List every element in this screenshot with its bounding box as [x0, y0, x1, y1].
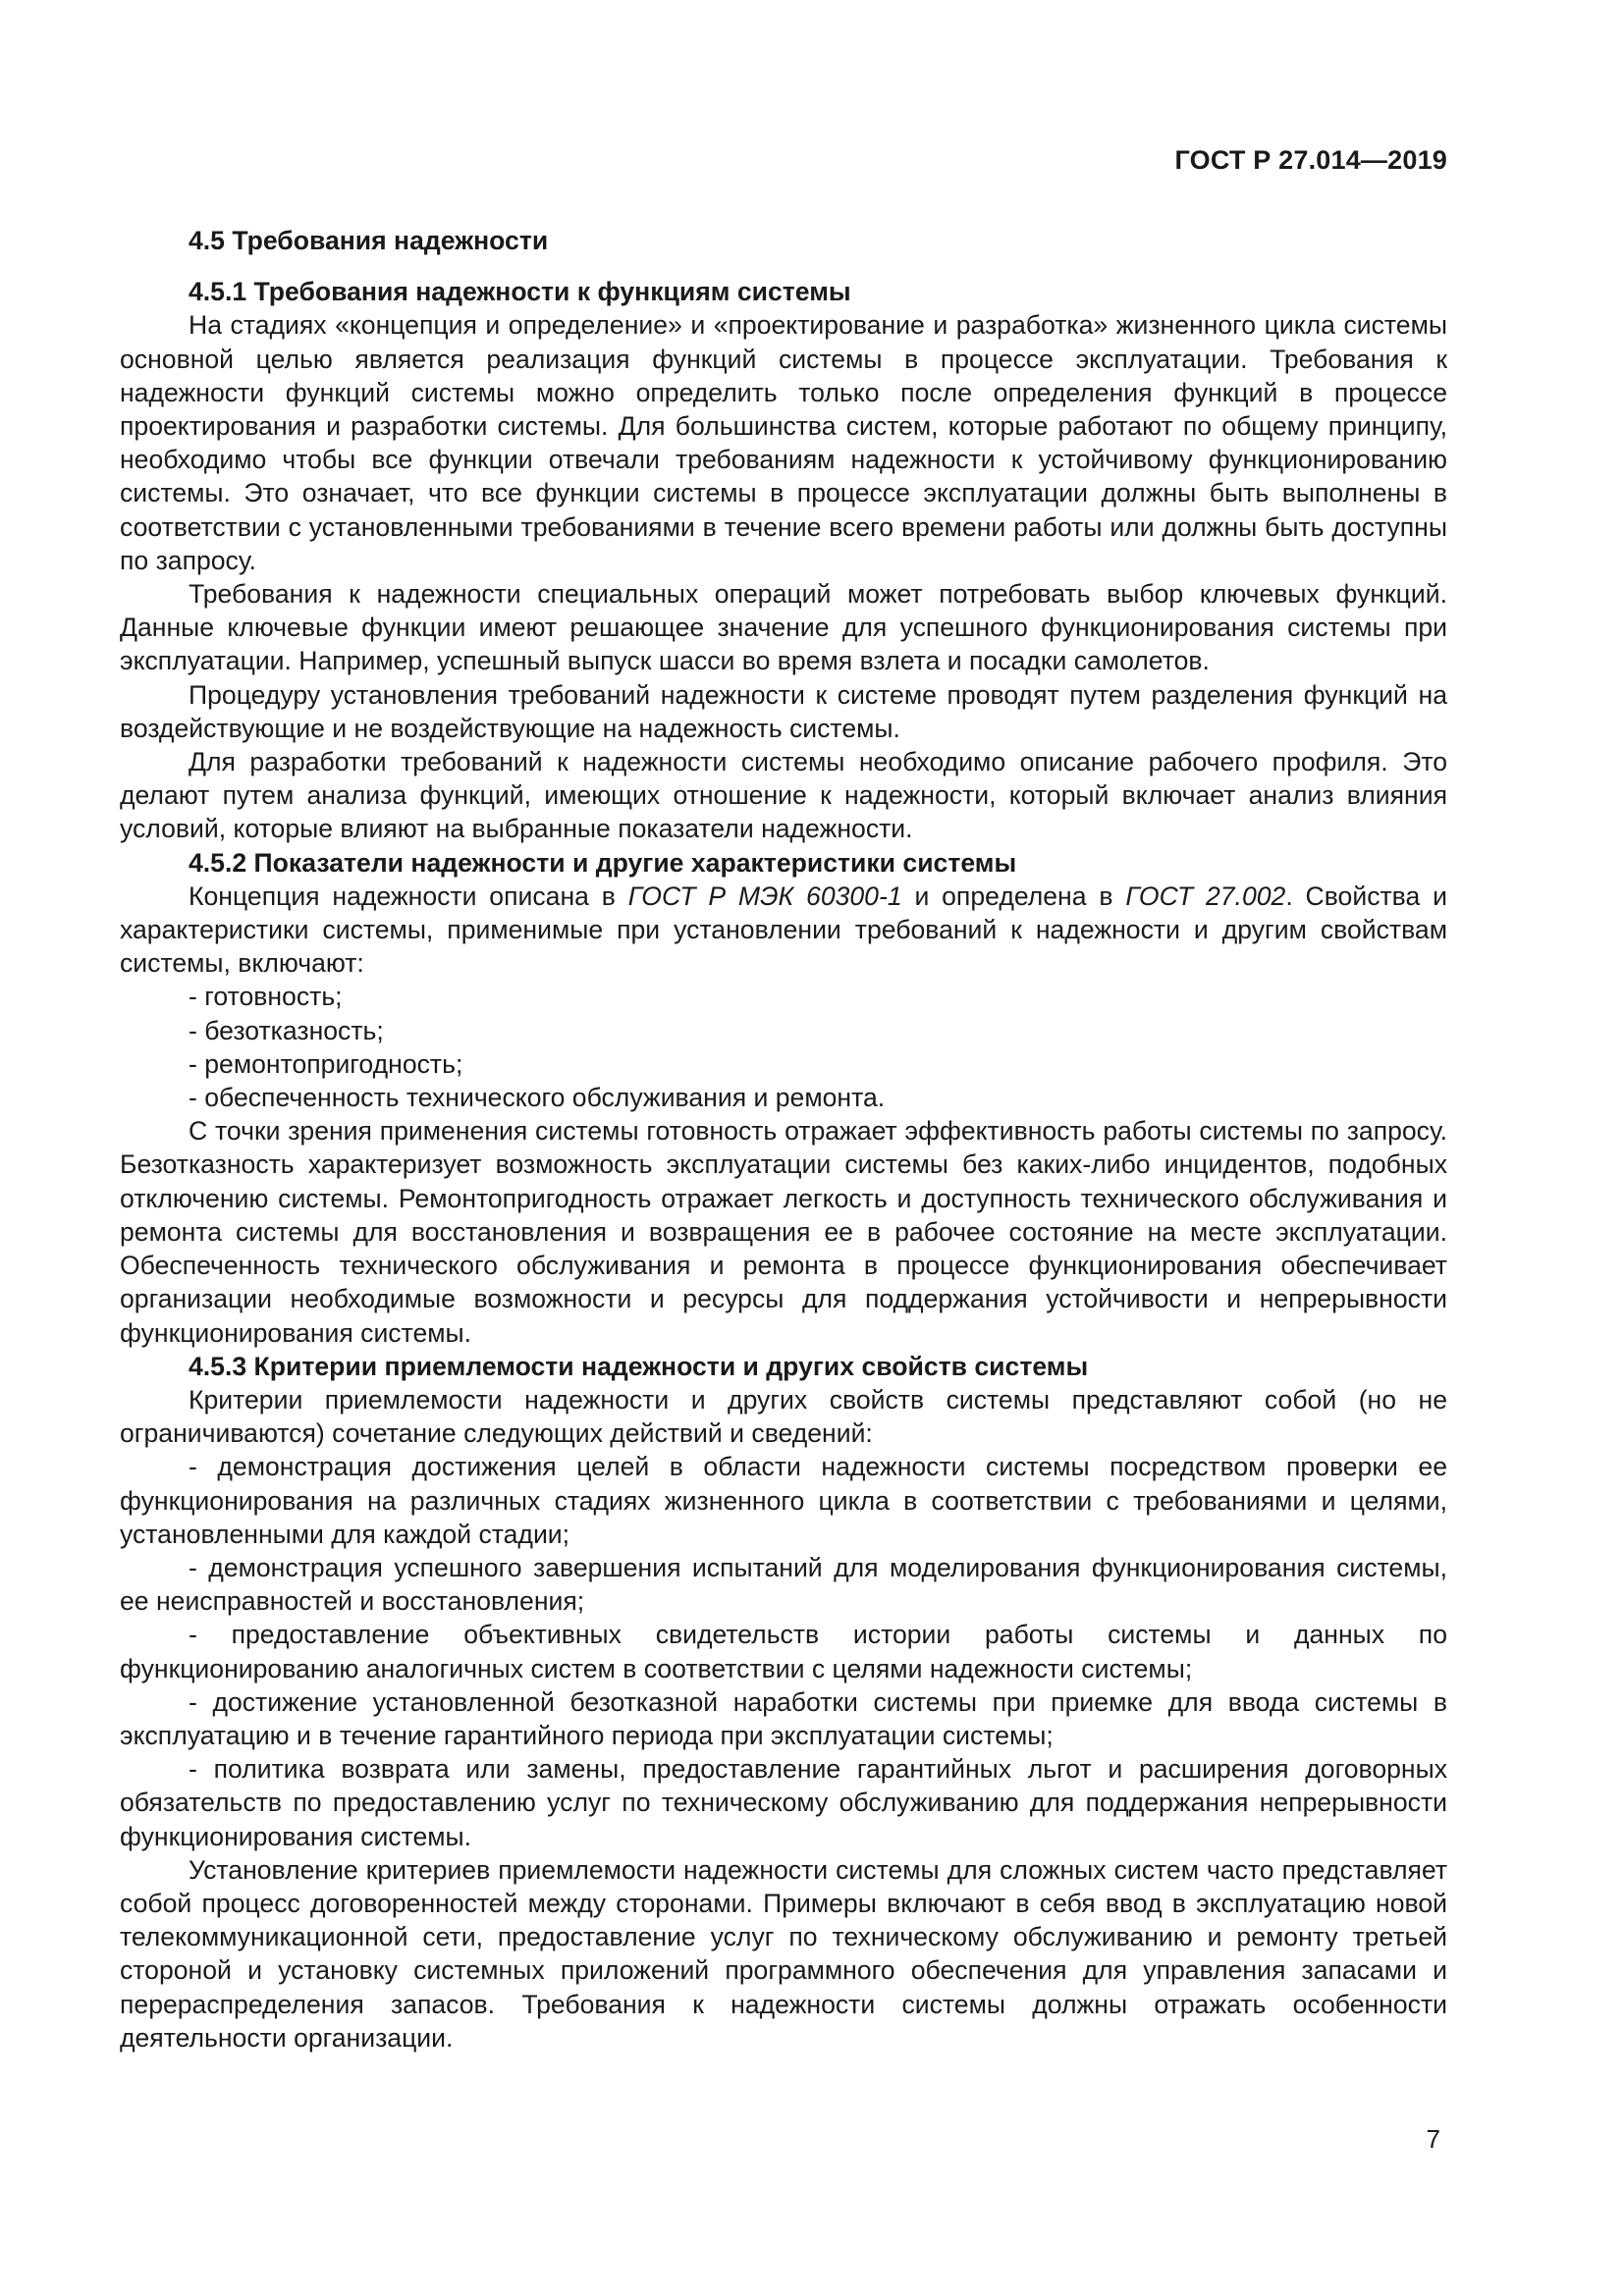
list-item: - готовность;	[189, 982, 343, 1012]
paragraph: Требования к надежности специальных операций может потребовать выбор ключевых функций. Данные ключевые функции имеют решающее значение для успешного функционирования системы при эксплуатации. Например, успешный выпуск шасси во время взлета и посадки самолетов.	[120, 579, 1447, 676]
paragraph: На стадиях «концепция и определение» и «проектирование и разработка» жизненного цикла системы основной целью является реализация функций системы в процессе эксплуатации. Требования к надежности функций системы можно определить только после определения функций в процессе проектирования и разработки системы. Для большинства систем, которые работают по общему принципу, необходимо чтобы все функции отвечали требованиям надежности к устойчивому функционированию системы. Это означает, что все функции системы в процессе эксплуатации должны быть выполнены в соответствии с установленными требованиями в течение всего времени работы или должны быть доступны по запросу.	[120, 310, 1447, 575]
subsection-title: 4.5.2 Показатели надежности и другие характеристики системы	[189, 847, 1017, 878]
text-run: Концепция надежности описана в	[189, 881, 628, 911]
standard-reference: ГОСТ 27.002	[1125, 881, 1286, 911]
paragraph: Процедуру установления требований надежности к системе проводят путем разделения функций на воздействующие и не воздействующие на надежность системы.	[120, 679, 1447, 743]
property-list	[120, 980, 1447, 1114]
document-id: ГОСТ Р 27.014—2019	[1174, 145, 1447, 175]
document-body	[120, 224, 1447, 2055]
section-title: 4.5 Требования надежности	[189, 226, 549, 255]
list-item: - обеспеченность технического обслуживания и ремонта.	[189, 1083, 886, 1113]
criteria-item: - демонстрация успешного завершения испытаний для моделирования функционирования системы, ее неисправностей и восстановления;	[120, 1552, 1447, 1617]
paragraph: С точки зрения применения системы готовность отражает эффективность работы системы по запросу. Безотказность характеризует возможность эксплуатации системы без каких-либо инцидентов, подобных отключению системы. Ремонтопригодность отражает легкость и доступность технического обслуживания и ремонта системы для восстановления и возвращения ее в рабочее состояние на месте эксплуатации. Обеспеченность технического обслуживания и ремонта в процессе функционирования обеспечивает организации необходимые возможности и ресурсы для поддержания устойчивости и непрерывности функционирования системы.	[120, 1116, 1447, 1348]
criteria-item: - достижение установленной безотказной наработки системы при приемке для ввода системы в эксплуатацию и в течение гарантийного периода при эксплуатации системы;	[120, 1686, 1447, 1750]
criteria-item: - демонстрация достижения целей в области надежности системы посредством проверки ее функционирования на различных стадиях жизненного цикла в соответствии с требованиями и целями, установленными для каждой стадии;	[120, 1452, 1447, 1549]
standard-reference: ГОСТ Р МЭК 60300-1	[627, 881, 902, 911]
paragraph	[120, 880, 1447, 981]
list-item: - ремонтопригодность;	[189, 1048, 463, 1079]
subsection-title: 4.5.1 Требования надежности к функциям системы	[189, 277, 851, 307]
paragraph: Установление критериев приемлемости надежности системы для сложных систем часто представляет собой процесс договоренностей между сторонами. Примеры включают в себя ввод в эксплуатацию новой телекоммуникационной сети, предоставление услуг по техническому обслуживанию и ремонту третьей стороной и установку системных приложений программного обеспечения для управления запасами и перераспределения запасов. Требования к надежности системы должны отражать особенности деятельности организации.	[120, 1854, 1447, 2053]
text-run: . Свойства и характеристики системы, применимые при установлении требований к надежности и другим свойствам системы, включают:	[120, 881, 1447, 979]
paragraph: Для разработки требований к надежности системы необходимо описание рабочего профиля. Это делают путем анализа функций, имеющих отношение к надежности, который включает анализ влияния условий, которые влияют на выбранные показатели надежности.	[120, 747, 1447, 844]
criteria-item: - предоставление объективных свидетельств истории работы системы и данных по функционированию аналогичных систем в соответствии с целями надежности системы;	[120, 1620, 1447, 1683]
paragraph: Критерии приемлемости надежности и других свойств системы представляют собой (но не ограничиваются) сочетание следующих действий и сведений:	[120, 1384, 1447, 1449]
list-item: - безотказность;	[189, 1015, 384, 1045]
criteria-item: - политика возврата или замены, предоставление гарантийных льгот и расширения договорных обязательств по предоставлению услуг по техническому обслуживанию для поддержания непрерывности функционирования системы.	[120, 1754, 1447, 1851]
page-number: 7	[1426, 2124, 1440, 2154]
text-run: и определена в	[901, 881, 1126, 911]
subsection-title: 4.5.3 Критерии приемлемости надежности и других свойств системы	[189, 1351, 1089, 1381]
